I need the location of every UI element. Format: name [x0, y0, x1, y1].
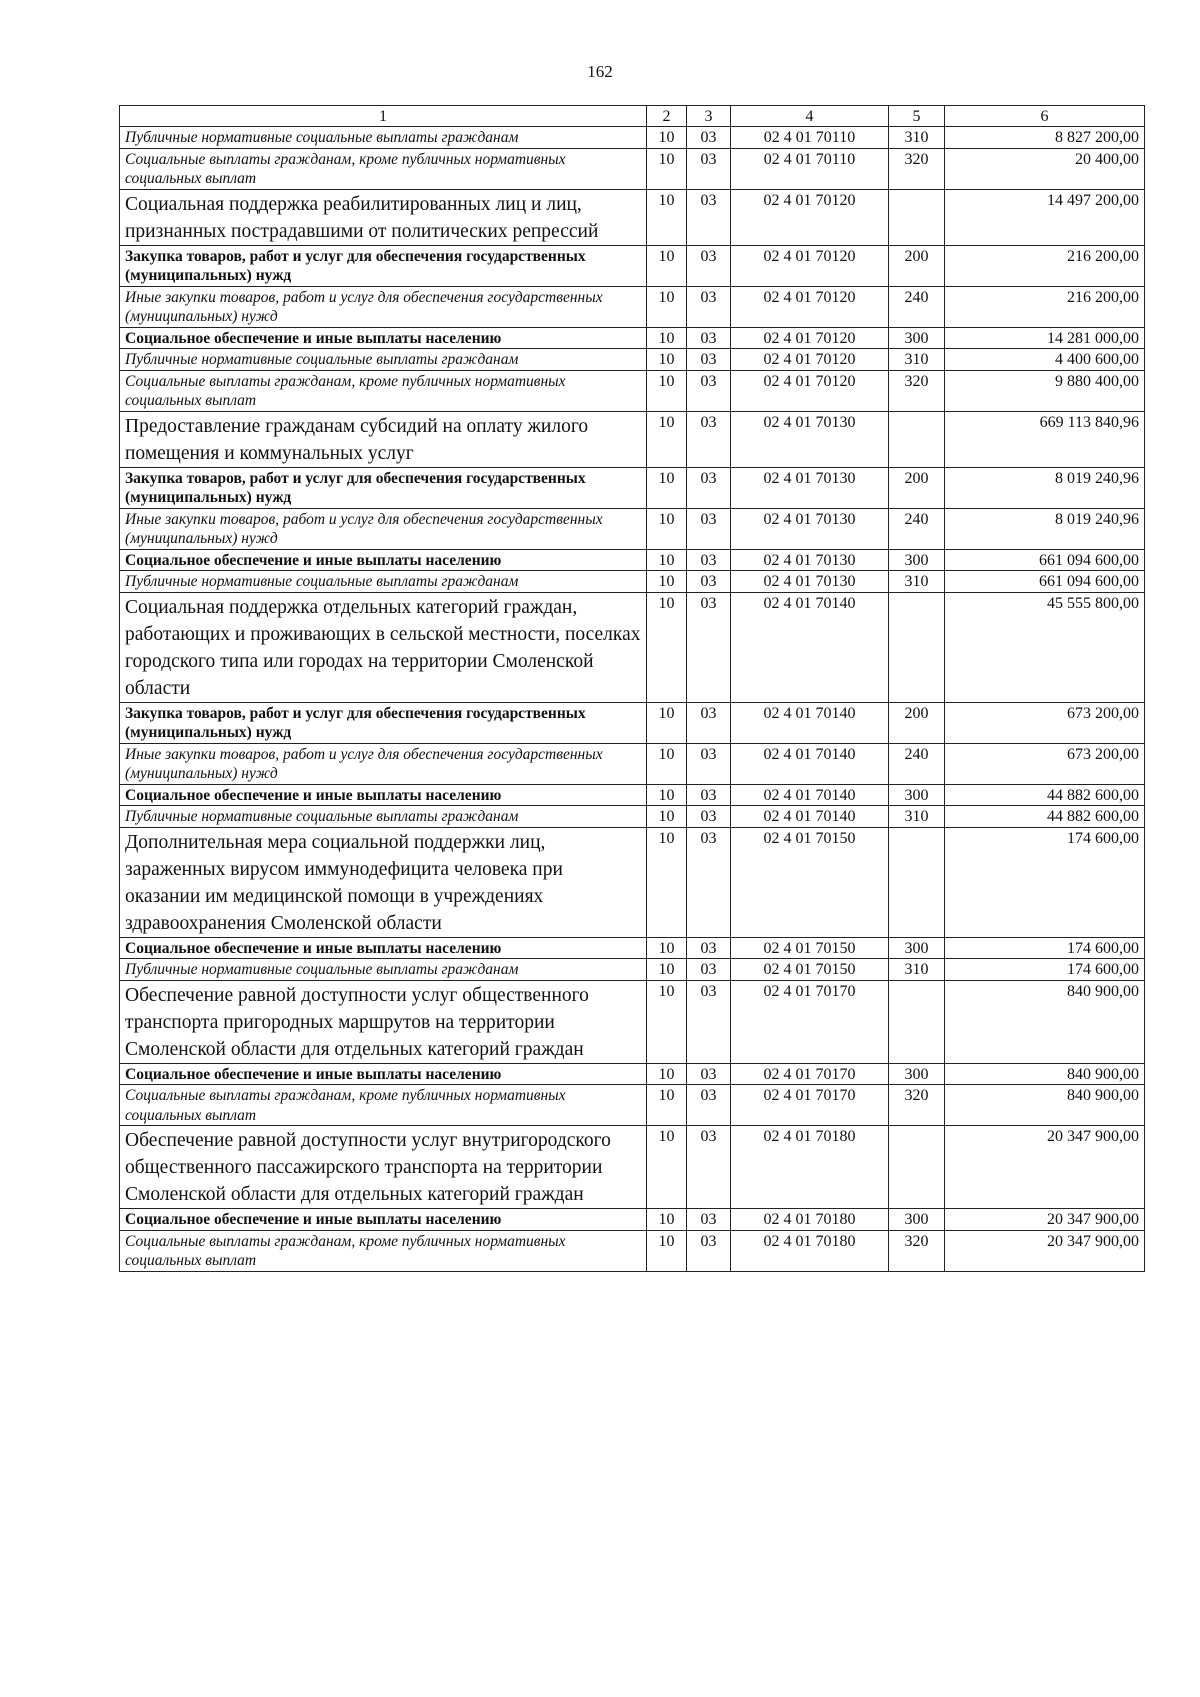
section-code-cell: 10: [647, 1230, 687, 1271]
subsection-code-cell: 03: [687, 508, 731, 549]
subsection-code-cell: 03: [687, 959, 731, 981]
subsection-code-cell: 03: [687, 327, 731, 349]
table-row: [120, 784, 1145, 806]
row-name-cell: Предоставление гражданам субсидий на оплату жилого помещения и коммунальных услуг: [120, 411, 647, 467]
table-body: [120, 127, 1145, 1272]
subsection-code-cell: 03: [687, 1230, 731, 1271]
target-article-cell: 02 4 01 70120: [731, 370, 889, 411]
table-row: [120, 349, 1145, 371]
amount-cell: 669 113 840,96: [945, 411, 1145, 467]
table-row: [120, 245, 1145, 286]
row-name-cell: Обеспечение равной доступности услуг общественного транспорта пригородных маршрутов на территории Смоленской области для отдельных категорий граждан: [120, 980, 647, 1063]
expense-type-cell: 310: [889, 571, 945, 593]
expense-type-cell: [889, 189, 945, 245]
amount-cell: 840 900,00: [945, 980, 1145, 1063]
table-row: [120, 1230, 1145, 1271]
subsection-code-cell: 03: [687, 702, 731, 743]
expense-type-cell: [889, 1126, 945, 1209]
amount-cell: 20 400,00: [945, 148, 1145, 189]
target-article-cell: 02 4 01 70140: [731, 784, 889, 806]
subsection-code-cell: 03: [687, 127, 731, 149]
subsection-code-cell: 03: [687, 937, 731, 959]
amount-cell: 20 347 900,00: [945, 1230, 1145, 1271]
row-name-cell: Иные закупки товаров, работ и услуг для обеспечения государственных (муниципальных) нужд: [120, 743, 647, 784]
amount-cell: 174 600,00: [945, 827, 1145, 937]
section-code-cell: 10: [647, 1063, 687, 1085]
section-code-cell: 10: [647, 127, 687, 149]
amount-cell: 673 200,00: [945, 702, 1145, 743]
expense-type-cell: 320: [889, 1085, 945, 1126]
table-row: [120, 411, 1145, 467]
amount-cell: 216 200,00: [945, 245, 1145, 286]
amount-cell: 661 094 600,00: [945, 549, 1145, 571]
amount-cell: 840 900,00: [945, 1085, 1145, 1126]
row-name-cell: Социальные выплаты гражданам, кроме публичных нормативных социальных выплат: [120, 1085, 647, 1126]
table-row: [120, 592, 1145, 702]
amount-cell: 216 200,00: [945, 286, 1145, 327]
row-name-cell: Социальная поддержка отдельных категорий граждан, работающих и проживающих в сельской местности, поселках городского типа или городах на территории Смоленской области: [120, 592, 647, 702]
subsection-code-cell: 03: [687, 1085, 731, 1126]
amount-cell: 673 200,00: [945, 743, 1145, 784]
table-row: [120, 127, 1145, 149]
subsection-code-cell: 03: [687, 148, 731, 189]
table-row: [120, 327, 1145, 349]
section-code-cell: 10: [647, 827, 687, 937]
table-row: [120, 1085, 1145, 1126]
section-code-cell: 10: [647, 286, 687, 327]
section-code-cell: 10: [647, 702, 687, 743]
table-row: [120, 743, 1145, 784]
expense-type-cell: 320: [889, 1230, 945, 1271]
target-article-cell: 02 4 01 70180: [731, 1230, 889, 1271]
row-name-cell: Социальное обеспечение и иные выплаты населению: [120, 549, 647, 571]
table-row: [120, 370, 1145, 411]
expense-type-cell: 310: [889, 806, 945, 828]
row-name-cell: Иные закупки товаров, работ и услуг для обеспечения государственных (муниципальных) нужд: [120, 286, 647, 327]
row-name-cell: Социальное обеспечение и иные выплаты населению: [120, 784, 647, 806]
expense-type-cell: 200: [889, 245, 945, 286]
row-name-cell: Социальное обеспечение и иные выплаты населению: [120, 1209, 647, 1231]
target-article-cell: 02 4 01 70120: [731, 286, 889, 327]
section-code-cell: 10: [647, 411, 687, 467]
expense-type-cell: 300: [889, 327, 945, 349]
row-name-cell: Обеспечение равной доступности услуг внутригородского общественного пассажирского транспорта на территории Смоленской области для отдельных категорий граждан: [120, 1126, 647, 1209]
subsection-code-cell: 03: [687, 286, 731, 327]
expense-type-cell: 240: [889, 743, 945, 784]
amount-cell: 44 882 600,00: [945, 806, 1145, 828]
row-name-cell: Публичные нормативные социальные выплаты гражданам: [120, 127, 647, 149]
subsection-code-cell: 03: [687, 743, 731, 784]
target-article-cell: 02 4 01 70120: [731, 189, 889, 245]
budget-table: [119, 105, 1145, 1272]
page-number: 162: [587, 62, 613, 81]
target-article-cell: 02 4 01 70130: [731, 508, 889, 549]
target-article-cell: 02 4 01 70180: [731, 1209, 889, 1231]
section-code-cell: 10: [647, 959, 687, 981]
section-code-cell: 10: [647, 980, 687, 1063]
target-article-cell: 02 4 01 70170: [731, 1063, 889, 1085]
amount-cell: 4 400 600,00: [945, 349, 1145, 371]
amount-cell: 840 900,00: [945, 1063, 1145, 1085]
section-code-cell: 10: [647, 937, 687, 959]
amount-cell: 45 555 800,00: [945, 592, 1145, 702]
amount-cell: 8 827 200,00: [945, 127, 1145, 149]
section-code-cell: 10: [647, 784, 687, 806]
section-code-cell: 10: [647, 571, 687, 593]
table-row: [120, 1126, 1145, 1209]
subsection-code-cell: 03: [687, 592, 731, 702]
section-code-cell: 10: [647, 370, 687, 411]
row-name-cell: Публичные нормативные социальные выплаты гражданам: [120, 959, 647, 981]
table-row: [120, 549, 1145, 571]
row-name-cell: Социальное обеспечение и иные выплаты населению: [120, 1063, 647, 1085]
row-name-cell: Социальное обеспечение и иные выплаты населению: [120, 327, 647, 349]
target-article-cell: 02 4 01 70170: [731, 1085, 889, 1126]
table-row: [120, 467, 1145, 508]
subsection-code-cell: 03: [687, 1209, 731, 1231]
expense-type-cell: [889, 827, 945, 937]
expense-type-cell: 320: [889, 148, 945, 189]
amount-cell: 8 019 240,96: [945, 508, 1145, 549]
section-code-cell: 10: [647, 467, 687, 508]
amount-cell: 14 497 200,00: [945, 189, 1145, 245]
column-header: 2: [647, 106, 687, 127]
expense-type-cell: 240: [889, 286, 945, 327]
column-header: 1: [120, 106, 647, 127]
expense-type-cell: 300: [889, 937, 945, 959]
subsection-code-cell: 03: [687, 980, 731, 1063]
row-name-cell: Дополнительная мера социальной поддержки лиц, зараженных вирусом иммунодефицита человека при оказании им медицинской помощи в учреждениях здравоохранения Смоленской области: [120, 827, 647, 937]
row-name-cell: Социальные выплаты гражданам, кроме публичных нормативных социальных выплат: [120, 148, 647, 189]
target-article-cell: 02 4 01 70140: [731, 592, 889, 702]
table-row: [120, 286, 1145, 327]
subsection-code-cell: 03: [687, 1063, 731, 1085]
table-row: [120, 1063, 1145, 1085]
expense-type-cell: 200: [889, 702, 945, 743]
table-row: [120, 148, 1145, 189]
expense-type-cell: 300: [889, 1209, 945, 1231]
subsection-code-cell: 03: [687, 189, 731, 245]
target-article-cell: 02 4 01 70170: [731, 980, 889, 1063]
row-name-cell: Закупка товаров, работ и услуг для обеспечения государственных (муниципальных) нужд: [120, 467, 647, 508]
section-code-cell: 10: [647, 508, 687, 549]
target-article-cell: 02 4 01 70110: [731, 127, 889, 149]
expense-type-cell: 310: [889, 127, 945, 149]
expense-type-cell: 300: [889, 784, 945, 806]
section-code-cell: 10: [647, 245, 687, 286]
target-article-cell: 02 4 01 70110: [731, 148, 889, 189]
table-row: [120, 806, 1145, 828]
section-code-cell: 10: [647, 1209, 687, 1231]
expense-type-cell: 320: [889, 370, 945, 411]
subsection-code-cell: 03: [687, 784, 731, 806]
subsection-code-cell: 03: [687, 245, 731, 286]
table-row: [120, 980, 1145, 1063]
row-name-cell: Социальные выплаты гражданам, кроме публичных нормативных социальных выплат: [120, 370, 647, 411]
table-header-row: [120, 106, 1145, 127]
row-name-cell: Иные закупки товаров, работ и услуг для обеспечения государственных (муниципальных) нужд: [120, 508, 647, 549]
subsection-code-cell: 03: [687, 1126, 731, 1209]
amount-cell: 661 094 600,00: [945, 571, 1145, 593]
row-name-cell: Публичные нормативные социальные выплаты гражданам: [120, 349, 647, 371]
section-code-cell: 10: [647, 592, 687, 702]
column-header: 6: [945, 106, 1145, 127]
target-article-cell: 02 4 01 70140: [731, 702, 889, 743]
target-article-cell: 02 4 01 70120: [731, 349, 889, 371]
table-row: [120, 189, 1145, 245]
target-article-cell: 02 4 01 70130: [731, 549, 889, 571]
amount-cell: 174 600,00: [945, 937, 1145, 959]
expense-type-cell: 300: [889, 1063, 945, 1085]
section-code-cell: 10: [647, 1085, 687, 1126]
subsection-code-cell: 03: [687, 370, 731, 411]
target-article-cell: 02 4 01 70130: [731, 467, 889, 508]
row-name-cell: Социальное обеспечение и иные выплаты населению: [120, 937, 647, 959]
amount-cell: 9 880 400,00: [945, 370, 1145, 411]
row-name-cell: Закупка товаров, работ и услуг для обеспечения государственных (муниципальных) нужд: [120, 702, 647, 743]
amount-cell: 174 600,00: [945, 959, 1145, 981]
table-row: [120, 937, 1145, 959]
expense-type-cell: 310: [889, 349, 945, 371]
section-code-cell: 10: [647, 148, 687, 189]
subsection-code-cell: 03: [687, 549, 731, 571]
row-name-cell: Публичные нормативные социальные выплаты гражданам: [120, 806, 647, 828]
expense-type-cell: 200: [889, 467, 945, 508]
section-code-cell: 10: [647, 327, 687, 349]
expense-type-cell: [889, 592, 945, 702]
column-header: 4: [731, 106, 889, 127]
column-header: 3: [687, 106, 731, 127]
target-article-cell: 02 4 01 70130: [731, 411, 889, 467]
expense-type-cell: [889, 980, 945, 1063]
table-row: [120, 508, 1145, 549]
section-code-cell: 10: [647, 1126, 687, 1209]
section-code-cell: 10: [647, 349, 687, 371]
target-article-cell: 02 4 01 70140: [731, 743, 889, 784]
subsection-code-cell: 03: [687, 806, 731, 828]
table-row: [120, 1209, 1145, 1231]
column-header: 5: [889, 106, 945, 127]
subsection-code-cell: 03: [687, 827, 731, 937]
table-row: [120, 571, 1145, 593]
row-name-cell: Публичные нормативные социальные выплаты гражданам: [120, 571, 647, 593]
expense-type-cell: 310: [889, 959, 945, 981]
section-code-cell: 10: [647, 743, 687, 784]
target-article-cell: 02 4 01 70120: [731, 327, 889, 349]
target-article-cell: 02 4 01 70130: [731, 571, 889, 593]
expense-type-cell: 300: [889, 549, 945, 571]
table-row: [120, 959, 1145, 981]
subsection-code-cell: 03: [687, 467, 731, 508]
target-article-cell: 02 4 01 70140: [731, 806, 889, 828]
subsection-code-cell: 03: [687, 349, 731, 371]
target-article-cell: 02 4 01 70180: [731, 1126, 889, 1209]
row-name-cell: Социальная поддержка реабилитированных лиц и лиц, признанных пострадавшими от политических репрессий: [120, 189, 647, 245]
target-article-cell: 02 4 01 70120: [731, 245, 889, 286]
section-code-cell: 10: [647, 806, 687, 828]
section-code-cell: 10: [647, 189, 687, 245]
amount-cell: 8 019 240,96: [945, 467, 1145, 508]
table-row: [120, 702, 1145, 743]
target-article-cell: 02 4 01 70150: [731, 959, 889, 981]
row-name-cell: Социальные выплаты гражданам, кроме публичных нормативных социальных выплат: [120, 1230, 647, 1271]
section-code-cell: 10: [647, 549, 687, 571]
subsection-code-cell: 03: [687, 411, 731, 467]
row-name-cell: Закупка товаров, работ и услуг для обеспечения государственных (муниципальных) нужд: [120, 245, 647, 286]
table-row: [120, 827, 1145, 937]
amount-cell: 20 347 900,00: [945, 1126, 1145, 1209]
amount-cell: 14 281 000,00: [945, 327, 1145, 349]
subsection-code-cell: 03: [687, 571, 731, 593]
amount-cell: 44 882 600,00: [945, 784, 1145, 806]
target-article-cell: 02 4 01 70150: [731, 827, 889, 937]
amount-cell: 20 347 900,00: [945, 1209, 1145, 1231]
expense-type-cell: 240: [889, 508, 945, 549]
expense-type-cell: [889, 411, 945, 467]
target-article-cell: 02 4 01 70150: [731, 937, 889, 959]
